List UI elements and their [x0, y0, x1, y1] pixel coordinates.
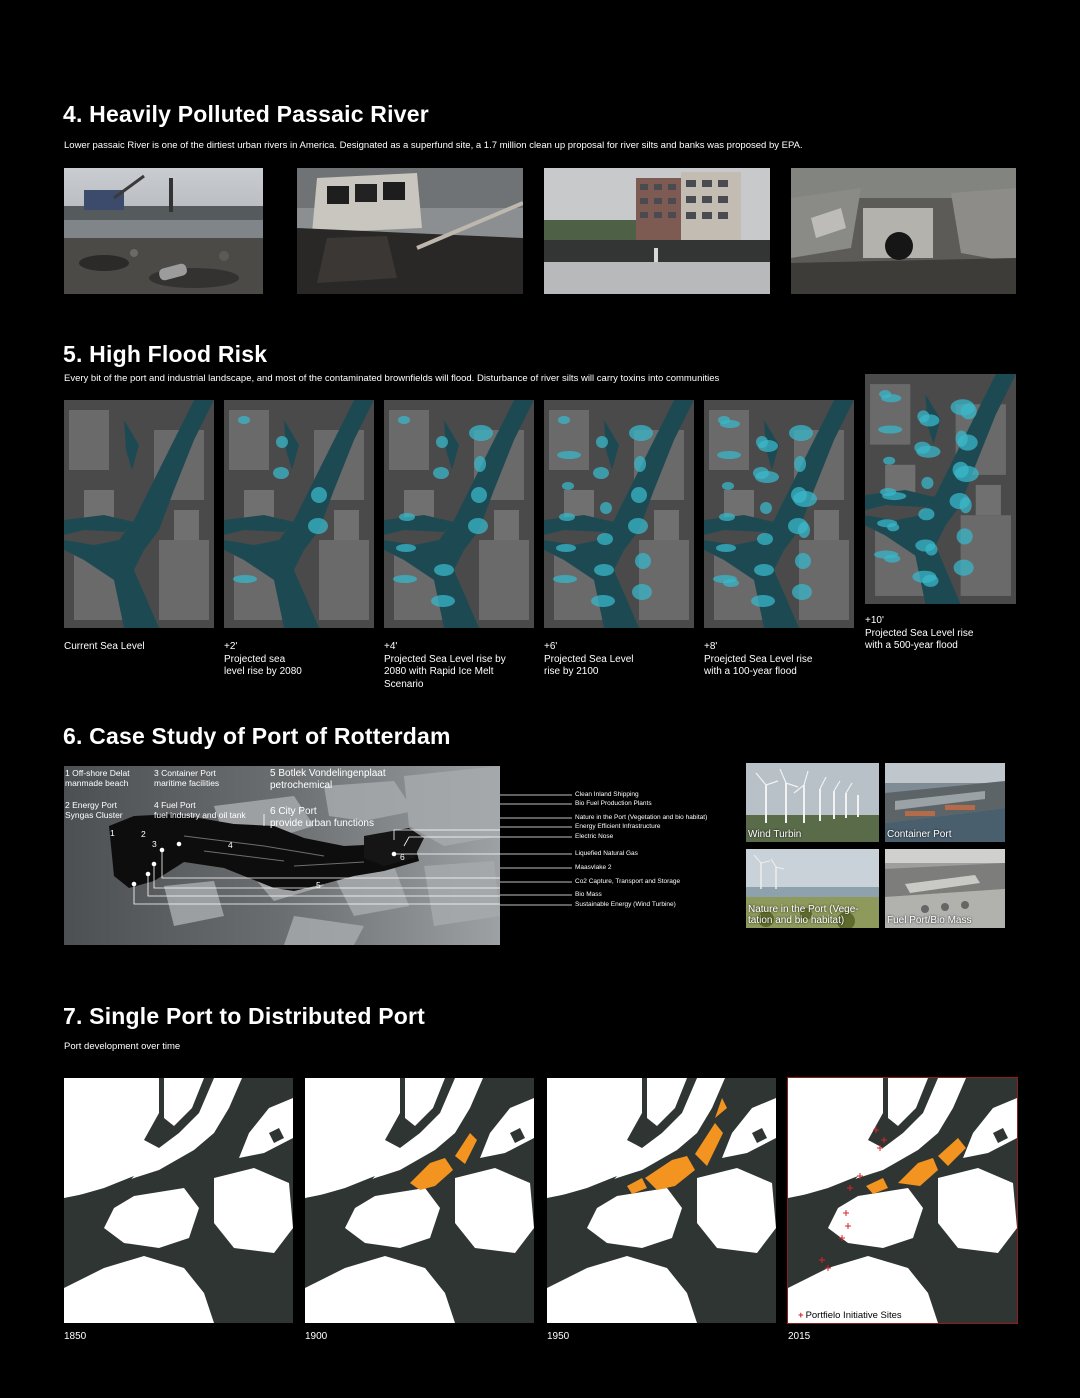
fuel-port-caption: Fuel Port/Bio Mass — [887, 915, 972, 926]
nature-in-port-photo — [746, 849, 879, 928]
port-map-1900 — [305, 1078, 534, 1323]
wind-turbine-caption: Wind Turbin — [748, 829, 802, 840]
legend-clean-inland-shipping: Clean Inland Shipping — [575, 791, 639, 798]
year-label-1900: 1900 — [305, 1331, 328, 1342]
map-marker-6: 6 — [400, 852, 405, 862]
port-map-1850 — [64, 1078, 293, 1323]
legend-energy-efficient: Energy Efficient Infrastructure — [575, 823, 661, 830]
port-map-1950 — [547, 1078, 776, 1323]
scenario-label-8ft: +8' Proejcted Sea Level rise with a 100-year flood — [704, 641, 813, 677]
year-label-1850: 1850 — [64, 1331, 87, 1342]
section-5-description: Every bit of the port and industrial landscape, and most of the contaminated brownfields will flood. Disturbance of river silts will carry toxins into communities — [64, 373, 720, 384]
flood-map-10ft — [865, 374, 1016, 604]
portfolio-sites-legend — [798, 1310, 902, 1321]
section-7-subtitle: Port development over time — [64, 1041, 181, 1052]
legend-co2-capture: Co2 Capture, Transport and Storage — [575, 878, 681, 885]
flood-map-4ft — [384, 400, 534, 628]
section-6-title: 6. Case Study of Port of Rotterdam — [63, 723, 451, 749]
section-4-title: 4. Heavily Polluted Passaic River — [63, 101, 429, 127]
legend-electric-nose: Electric Nose — [575, 833, 614, 840]
year-label-1950: 1950 — [547, 1331, 570, 1342]
map-label-energy-port: 2 Energy Port Syngas Cluster — [65, 800, 123, 820]
red-plus-icon: + — [798, 1310, 804, 1321]
portfolio-sites-label: Portfielo Initiative Sites — [805, 1310, 902, 1321]
flood-map-6ft — [544, 400, 694, 628]
flood-map-2ft — [224, 400, 374, 628]
outfall-pipe-photo — [791, 168, 1016, 294]
map-marker-4: 4 — [228, 840, 233, 850]
container-port-photo — [885, 763, 1005, 842]
scenario-label-4ft: +4' Projected Sea Level rise by 2080 with Rapid Ice Melt Scenario — [384, 641, 506, 690]
map-marker-2: 2 — [141, 829, 146, 839]
rotterdam-port-map — [64, 766, 500, 945]
riverfront-building-photo — [544, 168, 770, 294]
polluted-shore-photo — [64, 168, 263, 294]
legend-lng: Liquefied Natural Gas — [575, 850, 638, 857]
fuel-port-photo — [885, 849, 1005, 928]
legend-maasvlakte: Maasvlake 2 — [575, 864, 612, 871]
burned-boat-photo — [297, 168, 523, 294]
section-4-description: Lower passaic River is one of the dirtiest urban rivers in America. Designated as a superfund site, a 1.7 million clean up proposal for river silts and banks was proposed by EPA. — [64, 140, 803, 151]
nature-in-port-caption: Nature in the Port (Vege- tation and bio habitat) — [748, 904, 859, 926]
port-map-2015 — [788, 1078, 1017, 1323]
year-label-2015: 2015 — [788, 1331, 811, 1342]
wind-turbine-photo — [746, 763, 879, 842]
legend-nature-in-port: Nature in the Port (Vegetation and bio habitat) — [575, 814, 708, 821]
legend-bio-fuel: Bio Fuel Production Plants — [575, 800, 652, 807]
map-label-botlek: 5 Botlek Vondelingenplaat petrochemical — [270, 768, 386, 791]
map-label-city-port: 6 City Port provide urban functions — [270, 806, 374, 829]
section-7-title: 7. Single Port to Distributed Port — [63, 1003, 426, 1029]
legend-bio-mass: Bio Mass — [575, 891, 602, 898]
scenario-label-6ft: +6' Projected Sea Level rise by 2100 — [544, 641, 634, 677]
map-marker-5: 5 — [316, 880, 321, 890]
map-label-container-port: 3 Container Port maritime facilities — [154, 768, 220, 788]
map-marker-3: 3 — [152, 839, 157, 849]
container-port-caption: Container Port — [887, 829, 952, 840]
scenario-label-2ft: +2' Projected sea level rise by 2080 — [224, 641, 302, 677]
legend-wind-turbine: Sustainable Energy (Wind Turbine) — [575, 901, 676, 908]
flood-map-current — [64, 400, 214, 628]
scenario-label-10ft: +10' Projected Sea Level rise with a 500-year flood — [865, 615, 974, 651]
scenario-label-current: Current Sea Level — [64, 641, 145, 652]
map-label-offshore-delta: 1 Off-shore Delat manmade beach — [65, 768, 130, 788]
section-5-title: 5. High Flood Risk — [63, 341, 268, 367]
flood-map-8ft — [704, 400, 854, 628]
map-marker-1: 1 — [110, 828, 115, 838]
map-label-fuel-port: 4 Fuel Port fuel industry and oil tank — [154, 800, 246, 820]
